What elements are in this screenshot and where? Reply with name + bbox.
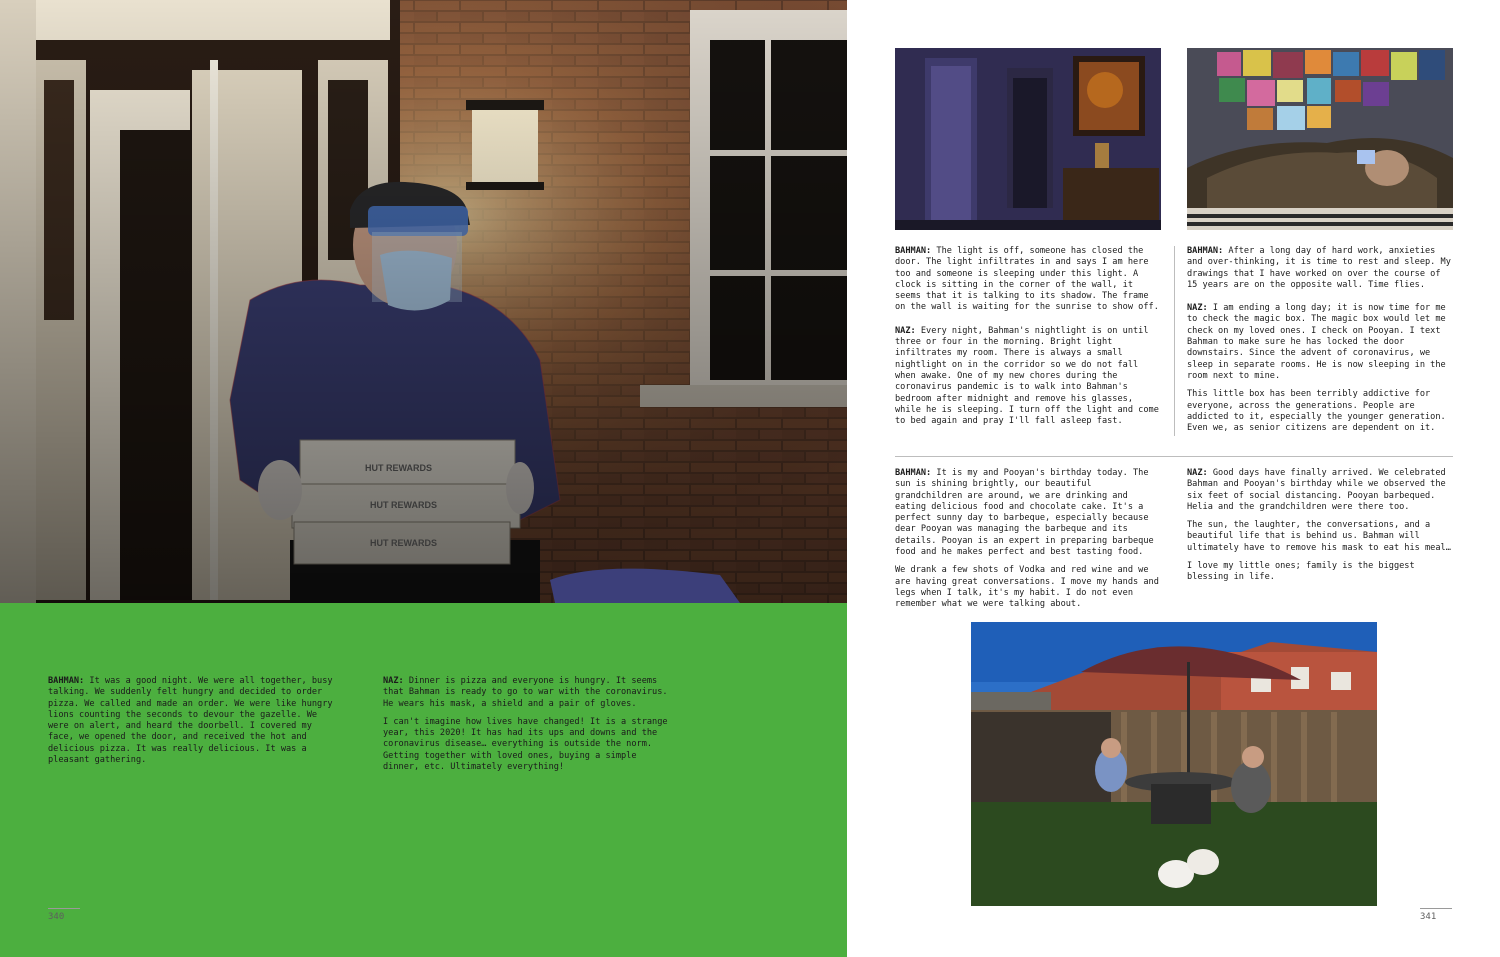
- quote-body: I am ending a long day; it is now time for me to check the magic box. The magic box would let me check on my loved ones. I check on Pooyan. I text Bahman to make sure he has locked the door downstairs. Since the advent of coronavirus, we sleep in separate rooms. He is now sleeping in the room next to mine.: [1187, 303, 1446, 381]
- speaker-label: NAZ:: [1187, 468, 1208, 478]
- column-divider: [1174, 246, 1175, 436]
- speaker-label: BAHMAN:: [895, 246, 932, 256]
- page-number-rule-left: [48, 908, 80, 909]
- right-col2-text: [1187, 246, 1453, 441]
- left-naz-text: [383, 676, 668, 780]
- speaker-label: BAHMAN:: [48, 676, 85, 686]
- box-label-1: HUT REWARDS: [365, 463, 432, 473]
- quote-body: It was a good night. We were all together, busy talking. We suddenly felt hungry and decided to order pizza. We called and made an order. We were like hungry lions counting the seconds to devour the gazelle. We were on alert, and heard the doorbell. I covered my face, we opened the door, and received the hot and delicious pizza. It was really delicious. It was a pleasant gathering.: [48, 676, 333, 766]
- hallway-illustration: [895, 48, 1161, 230]
- quote-body: Dinner is pizza and everyone is hungry. It seems that Bahman is ready to go to war with the coronavirus. He wears his mask, a shield and a pair of gloves.: [383, 676, 668, 709]
- quote-paragraph: I love my little ones; family is the biggest blessing in life.: [1187, 561, 1415, 583]
- quote-body: Good days have finally arrived. We celebrated Bahman and Pooyan's birthday while we observed the six feet of social distancing. Pooyan barbequed. Helia and the grandchildren were there too.: [1187, 468, 1446, 512]
- page-number-right: 341: [1420, 912, 1437, 922]
- speaker-label: NAZ:: [1187, 303, 1208, 314]
- hallway-nightlight-photo: [895, 48, 1161, 230]
- quote-paragraph: This little box has been terribly addictive for everyone, across the generations. People are addicted to it, especially the younger generation. Even we, as senior citizens are dependent on it.: [1187, 389, 1446, 434]
- page-number-rule-right: [1420, 908, 1452, 909]
- quote-paragraph: I can't imagine how lives have changed! It is a strange year, this 2020! It has had its ups and downs and the coronavirus disease… everything is outside the norm. Getting together with loved ones, buying a simple dinner, etc. Ultimately everything!: [383, 716, 668, 773]
- box-label-2: HUT REWARDS: [370, 500, 437, 510]
- left-bahman-text: [48, 676, 333, 773]
- speaker-label: BAHMAN:: [895, 468, 932, 478]
- hero-photo-doorway: [0, 0, 847, 603]
- right-lower-col2-text: [1187, 468, 1453, 591]
- section-divider: [895, 456, 1453, 457]
- quote-paragraph: The sun, the laughter, the conversations, and a beautiful life that is behind us. Bahman will ultimately have to remove his mask to eat his meal…: [1187, 520, 1451, 553]
- quote-body: It is my and Pooyan's birthday today. The sun is shining brightly, our beautiful grandchildren are around, we are drinking and eating delicious food and chocolate cake. It's a perfect sunny day to barbeque, especially because dear Pooyan was managing the barbeque and its details. Pooyan is an expert in preparing barbeque food and he makes perfect and best tasting food.: [895, 468, 1154, 558]
- right-page: [847, 0, 1500, 957]
- speaker-label: BAHMAN:: [1187, 246, 1224, 256]
- box-label-3: HUT REWARDS: [370, 538, 437, 548]
- right-lower-col1-text: [895, 468, 1160, 618]
- backyard-birthday-photo: [971, 622, 1377, 906]
- quote-body: The light is off, someone has closed the door. The light infiltrates in and says I am here too and someone is sleeping under this light. A clock is sitting in the corner of the wall, it seems that it is talking to its shadow. The frame on the wall is waiting for the sunrise to show off.: [895, 246, 1159, 313]
- quote-body: After a long day of hard work, anxieties and over-thinking, it is time to rest and sleep. My drawings that I have worked on over the course of 15 years are on the opposite wall. Time flies.: [1187, 246, 1451, 290]
- page-number-left: 340: [48, 912, 65, 922]
- doorway-illustration: [0, 0, 847, 603]
- quote-body: Every night, Bahman's nightlight is on until three or four in the morning. Bright light infiltrates my room. There is always a small nightlight on in the corridor so we do not fall when awake. One of my new chores during the coronavirus pandemic is to walk into Bahman's bedroom after midnight and remove his glasses, while he is sleeping. I turn off the light and come to bed again and pray I'll fall asleep fast.: [895, 325, 1159, 427]
- right-col1-text: [895, 246, 1160, 434]
- quote-paragraph: We drank a few shots of Vodka and red wine and we are having great conversations. I move my hands and legs when I talk, it's my habit. I do not even remember what we were talking about.: [895, 565, 1159, 610]
- speaker-label: NAZ:: [383, 676, 404, 686]
- bedroom-illustration: [1187, 48, 1453, 230]
- backyard-illustration: [971, 622, 1377, 906]
- speaker-label: NAZ:: [895, 325, 916, 336]
- bedroom-phone-photo: [1187, 48, 1453, 230]
